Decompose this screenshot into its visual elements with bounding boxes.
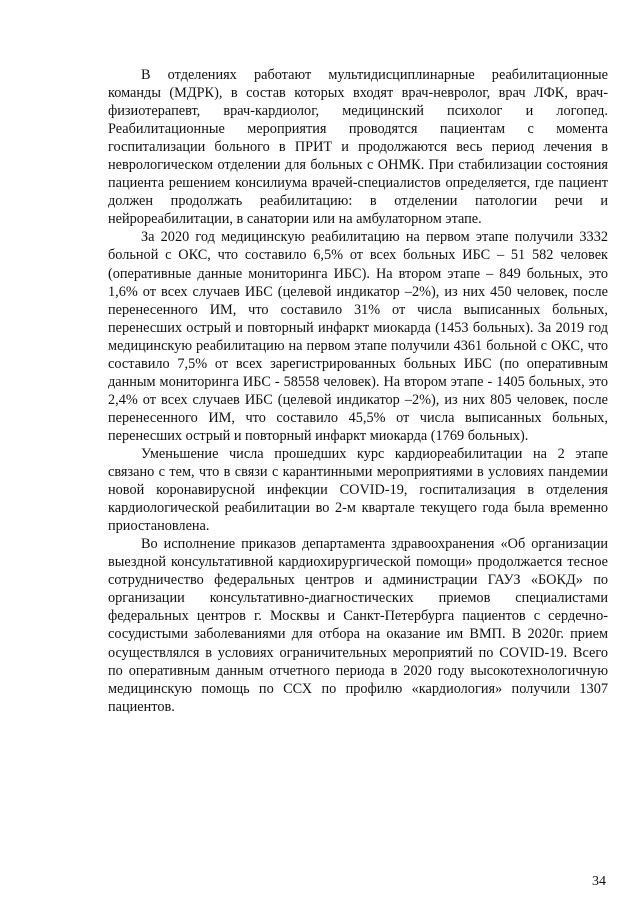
paragraph-rehabilitation-stats: За 2020 год медицинскую реабилитацию на первом этапе получили 3332 больной с ОКС, что составило 6,5% от всех больных ИБС – 51 582 человек (оперативные данные мониторинга ИБС). На втором этапе – 849 больных, это 1,6% от всех случаев ИБС (целевой индикатор –2%), из них 450 человек, после перенесенного ИМ, что составило 31% от числа выписанных больных, перенесших острый и повторный инфаркт миокарда (1453 больных). За 2019 год медицинскую реабилитацию на первом этапе получили 4361 больной с ОКС, что составило 7,5% от всех зарегистрированных больных ИБС (по оперативным данным мониторинга ИБС - 58558 человек). На втором этапе - 1405 больных, это 2,4% от всех случаев ИБС (целевой индикатор –2%), из них 805 человек, после перенесенного ИМ, что составило 45,5% от числа выписанных больных, перенесших острый и повторный инфаркт миокарда (1769 больных). <box>108 229 608 444</box>
page-number: 34 <box>592 874 606 889</box>
paragraph-covid-decrease: Уменьшение числа прошедших курс кардиореабилитации на 2 этапе связано с тем, что в связи с карантинными мероприятиями в условиях пандемии новой коронавирусной инфекции COVID-19, госпитализация в отделения кардиологической реабилитации во 2-м квартале текущего года была временно приостановлена. <box>108 445 608 535</box>
body-text <box>108 66 608 716</box>
paragraph-federal-centers: Во исполнение приказов департамента здравоохранения «Об организации выездной консультативной кардиохирургической помощи» продолжается тесное сотрудничество федеральных центров и администрации ГАУЗ «БОКД» по организации консультативно-диагностических приемов специалистами федеральных центров г. Москвы и Санкт-Петербурга пациентов с сердечно-сосудистыми заболеваниями для отбора на оказание им ВМП. В 2020г. прием осуществлялся в условиях ограничительных мероприятий по COVID-19. Всего по оперативным данным отчетного периода в 2020 году высокотехнологичную медицинскую помощь по ССХ по профилю «кардиология» получили 1307 пациентов. <box>108 536 608 715</box>
paragraph-mdrk-teams: В отделениях работают мультидисциплинарные реабилитационные команды (МДРК), в состав которых входят врач-невролог, врач ЛФК, врач-физиотерапевт, врач-кардиолог, медицинский психолог и логопед. Реабилитационные мероприятия проводятся пациентам с момента госпитализации больного в ПРИТ и продолжаются весь период лечения в неврологическом отделении для больных с ОНМК. При стабилизации состояния пациента решением консилиума врачей-специалистов определяется, где пациент должен продолжать реабилитацию: в отделении патологии речи и нейрореабилитации, в санатории или на амбулаторном этапе. <box>108 67 608 228</box>
